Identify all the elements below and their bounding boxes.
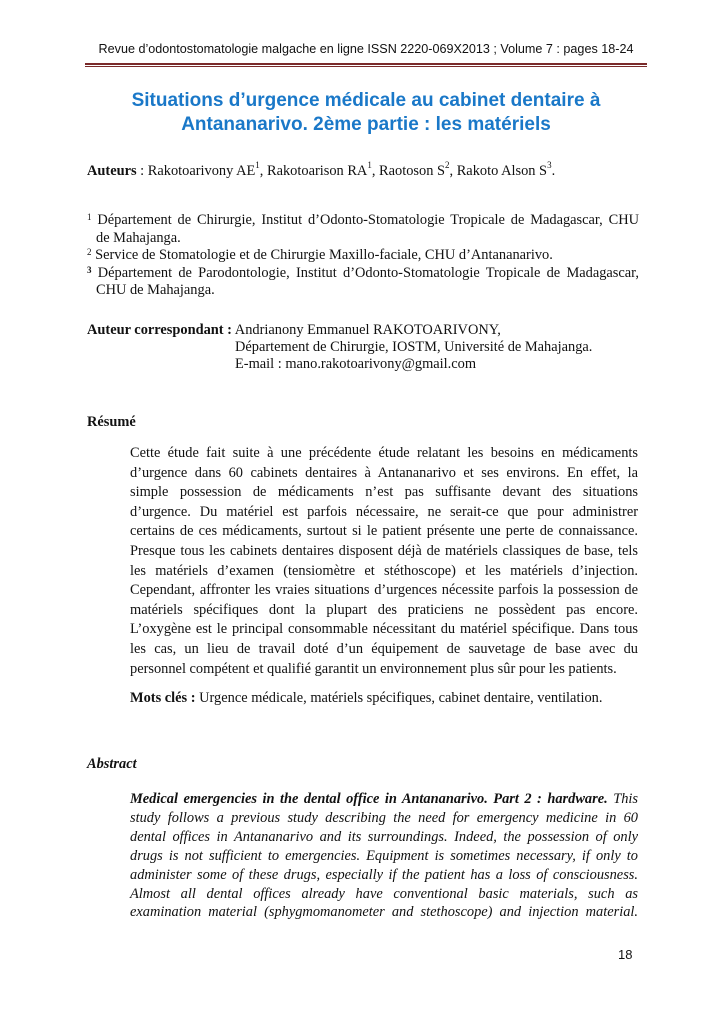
author: Rakotoarison $RA^1$, bbox=[267, 160, 380, 179]
keywords-text: Urgence médicale, matériels spécifiques, cabinet dentaire, ventilation. bbox=[195, 690, 603, 706]
corresponding-name: Andrianony Emmanuel RAKOTOARIVONY, bbox=[234, 322, 501, 338]
corresponding-label: Auteur correspondant : bbox=[87, 322, 232, 338]
affiliations bbox=[87, 212, 639, 300]
text-line: Cette étude fait suite à une précédente étude relatant les besoins en médicaments bbox=[130, 445, 638, 461]
article-title bbox=[85, 89, 647, 137]
abstract-heading: Abstract bbox=[87, 756, 137, 772]
corresponding-email: E-mail : mano.rakotoarivony@gmail.com bbox=[235, 356, 477, 372]
text-line: simple possession de médicaments n’est pas suffisante devant des situations bbox=[130, 484, 638, 501]
affiliation-3-cont: CHU de Mahajanga. bbox=[96, 282, 215, 298]
text-line: matériels spécifiques dont la plupart des praticiens ne possèdent pas encore. bbox=[130, 601, 638, 618]
text-line: Almost all dental offices already have conventional basic materials, such as bbox=[130, 885, 638, 902]
author: Rakotoarivony $AE^1$, bbox=[147, 160, 267, 179]
text-line: Presque tous les cabinets dentaires disposent déjà de matériels classiques de base, tels bbox=[130, 542, 638, 559]
author: Rakoto Alson $S^3$. bbox=[456, 160, 556, 179]
author: Raotoson $S^2$, bbox=[379, 160, 457, 179]
title-line: Situations d’urgence médicale au cabinet dentaire à bbox=[131, 90, 601, 111]
abstract-title: Medical emergencies in the dental office in Antananarivo. Part 2 : hardware. bbox=[130, 791, 608, 807]
affiliation-3: $^3$ Département de Parodontologie, Institut d’Odonto-Stomatologie Tropicale de Madagascar, bbox=[87, 264, 639, 281]
authors-label: Auteurs bbox=[87, 163, 137, 179]
resume-heading: Résumé bbox=[87, 414, 136, 430]
corresponding-dept: Département de Chirurgie, IOSTM, Université de Mahajanga. bbox=[235, 339, 593, 355]
text-line: personnel compétent et qualifié garantit un environnement plus sûr pour les patients. bbox=[130, 660, 617, 677]
abstract-paragraph bbox=[130, 790, 638, 922]
text-line: Medical emergencies in the dental office in Antananarivo. Part 2 : hardware. This bbox=[130, 791, 638, 807]
text-line: administer some of these drugs, especially if the patient has a loss of consciousness. bbox=[130, 866, 638, 883]
authors-line bbox=[87, 160, 556, 180]
text-line: examination material (sphygmomanometer and stethoscope) and injection material. bbox=[130, 904, 638, 921]
running-header: Revue d’odontostomatologie malgache en ligne ISSN 2220-069X2013 ; Volume 7 : pages 18-24 bbox=[98, 42, 634, 56]
page-number: 18 bbox=[618, 947, 633, 962]
affiliation-2: $^2$ Service de Stomatologie et de Chirurgie Maxillo-faciale, CHU d’Antananarivo. bbox=[87, 247, 553, 263]
keywords bbox=[130, 690, 602, 707]
text-line: Cependant, affronter les vraies situations d’urgences nécessite parfois la possession de bbox=[130, 582, 638, 599]
affiliation-1: $^1$ Département de Chirurgie, Institut d’Odonto-Stomatologie Tropicale de Madagascar, CHU bbox=[87, 212, 639, 228]
text-line: drugs is not sufficient to emergencies. Equipment is sometimes necessary, if only to bbox=[130, 847, 638, 864]
keywords-label: Mots clés : bbox=[130, 690, 196, 706]
text-line: d’urgence dans 60 cabinets dentaires à Antananarivo et ses environs. En effet, la bbox=[130, 464, 638, 481]
text-line: les cas, un lieu de travail doté d’un équipement de sauvetage de base avec du bbox=[130, 640, 638, 657]
text-line: certains de ces médicaments, surtout si le patient présente une perte de connaissance. bbox=[130, 523, 638, 540]
header-rule bbox=[85, 63, 647, 65]
text-line: les matériels d’examen (tensiomètre et stéthoscope) et les matériels d’injection. bbox=[130, 562, 638, 579]
separator: : bbox=[136, 163, 148, 179]
title-line: Antananarivo. 2ème partie : les matériels bbox=[181, 114, 551, 135]
text-line: dental offices in Antananarivo and its surroundings. Indeed, the possession of only bbox=[130, 828, 638, 845]
corresponding-author bbox=[87, 322, 592, 373]
affiliation-1-cont: de Mahajanga. bbox=[96, 229, 181, 246]
header-rule-thin bbox=[85, 66, 647, 67]
resume-paragraph bbox=[130, 444, 638, 679]
text-line: study follows a previous study describing the need for emergency medicine in 60 bbox=[130, 809, 638, 826]
text-line: d’urgence. Du matériel est parfois nécessaire, ne serait-ce que pour administrer bbox=[130, 503, 638, 520]
text-line: L’oxygène est le principal consommable nécessitant du matériel spécifique. Dans tous bbox=[130, 621, 638, 638]
